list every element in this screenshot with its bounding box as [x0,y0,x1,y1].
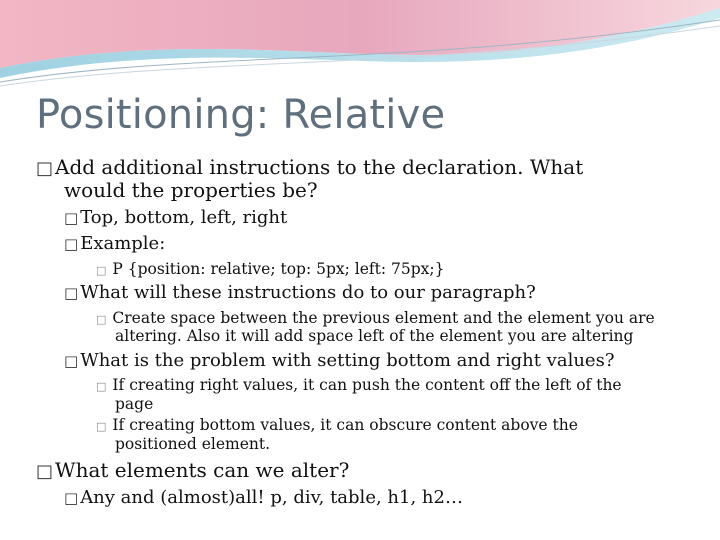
bullet-line-level-1 [36,155,583,179]
bullet-icon: □ [64,489,79,507]
bullet-text: Create space between the previous element and the element you are [112,309,655,327]
bullet-line-level-1 [64,178,318,202]
bullet-line-level-2 [64,487,463,508]
bullet-text: What is the problem with setting bottom and right values? [80,350,615,371]
slide-title: Positioning: Relative [36,92,446,138]
bullet-line-level-3 [115,395,153,413]
bullet-text: Top, bottom, left, right [80,207,288,228]
bullet-icon: □ [36,461,54,482]
bullet-line-level-3 [96,416,578,434]
bullet-icon: □ [64,209,79,227]
bullet-text: page [115,395,154,413]
bullet-line-level-3 [96,376,622,394]
bullet-text: What elements can we alter? [55,458,350,482]
bullet-line-level-2 [64,282,536,303]
bullet-icon: □ [64,235,79,253]
bullet-line-level-2 [64,233,165,254]
bullet-line-level-3 [96,309,655,327]
bullet-line-level-2 [64,350,614,371]
bullet-text: P {position: relative; top: 5px; left: 75px;} [112,260,445,278]
bullet-icon: □ [64,284,79,302]
bullet-icon: □ [96,264,107,277]
bullet-text: What will these instructions do to our paragraph? [80,282,536,303]
bullet-line-level-1 [36,458,349,482]
bullet-icon: □ [96,420,107,433]
bullet-text: Add additional instructions to the declaration. What [55,155,584,179]
bullet-line-level-3 [115,327,633,345]
bullet-icon: □ [96,380,107,393]
bullet-icon: □ [64,352,79,370]
bullet-text: If creating right values, it can push the content off the left of the [112,376,622,394]
bullet-text: Any and (almost)all! p, div, table, h1, h2… [80,487,463,508]
bullet-text: Example: [80,233,166,254]
bullet-line-level-2 [64,207,287,228]
bullet-icon: □ [36,158,54,179]
bullet-text: positioned element. [115,435,270,453]
bullet-icon: □ [96,313,107,326]
bullet-line-level-3 [96,260,445,278]
bullet-text: altering. Also it will add space left of the element you are altering [115,327,634,345]
bullet-text: If creating bottom values, it can obscure content above the [112,416,578,434]
bullet-line-level-3 [115,435,270,453]
bullet-text: would the properties be? [64,178,318,202]
